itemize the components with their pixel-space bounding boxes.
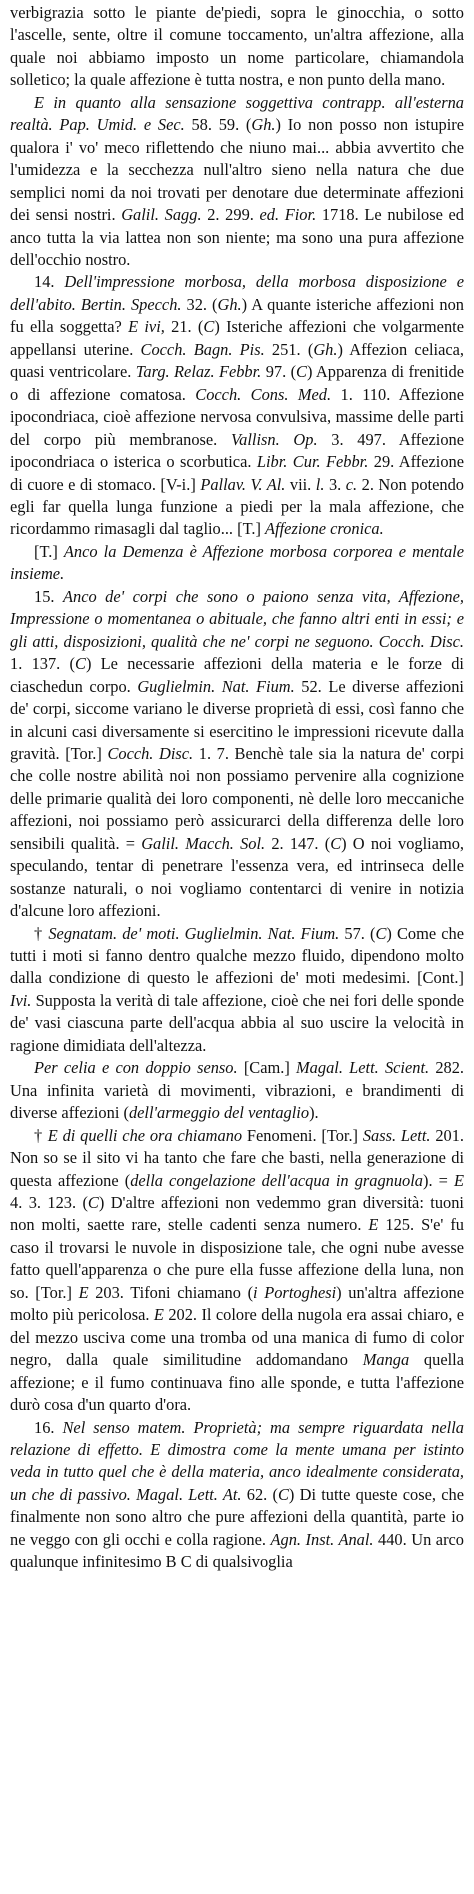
italic-run: Pallav. V. Al. xyxy=(200,474,286,494)
italic-run: Segnatam. de' moti. Guglielmin. Nat. Fium. xyxy=(48,923,340,943)
italic-run: C xyxy=(277,1484,289,1504)
text-run: ) Le necessarie affezioni della materia e le forze di ciaschedun corpo. xyxy=(10,654,464,696)
entry-paragraph xyxy=(10,1417,464,1574)
italic-run: Galil. Sagg. xyxy=(121,205,202,225)
text-run: † xyxy=(34,1125,48,1145)
italic-run: ed. Fior. xyxy=(259,205,317,225)
entry-paragraph xyxy=(10,1125,464,1417)
text-run: ) A quante isteriche affezioni non fu ella soggetta? xyxy=(10,294,464,337)
italic-run: Cocch. Disc. xyxy=(107,743,194,763)
text-run: † xyxy=(34,923,49,943)
text-run: Supposta la verità di tale affezione, cioè che nei fori delle sponde de' vasi ciascuna parte dell'acqua abbia al suo uscire la velocità in ragione dimidiata dell'altezza. xyxy=(10,990,464,1055)
italic-run: Sass. Lett. xyxy=(362,1125,431,1145)
text-run: 282. Una infinita varietà di movimenti, vibrazioni, e brandimenti di diverse affezioni ( xyxy=(10,1058,465,1123)
italic-run: E ivi, xyxy=(128,317,165,337)
italic-run: Galil. Macch. Sol. xyxy=(141,833,266,853)
text-run: ) Come che tutti i moti si fanno dentro qualche mezzo fluido, dipendono molto dalla condizione di questo le affezioni de' moti medesimi. [Cont.] xyxy=(10,923,465,988)
entry-paragraph xyxy=(10,2,464,92)
italic-run: Ivi. xyxy=(10,990,32,1010)
text-run: 201. Non so se il sito vi ha tanto che fare che basti, nella generazione di questa affezione ( xyxy=(10,1125,465,1190)
italic-run: Targ. Relaz. Febbr. xyxy=(135,362,262,382)
text-run: ) Isteriche affezioni che volgarmente appellansi uterine. xyxy=(10,317,464,359)
italic-run: Nel senso matem. Proprietà; ma sempre riguardata nella relazione di effetto. E dimostra come la mente umana per istinto veda in tutto quel che è della materia, anco idealmente considerata, un che di passivo. Magal. Lett. At. xyxy=(10,1417,464,1504)
text-run: Fenomeni. [Tor.] xyxy=(242,1125,363,1145)
entry-paragraph xyxy=(10,92,464,272)
italic-run: C xyxy=(87,1193,99,1213)
italic-run: Affezione cronica. xyxy=(265,519,384,539)
italic-run: Vallisn. Op. xyxy=(230,429,318,449)
italic-run: Per celia e con doppio senso. xyxy=(34,1058,238,1078)
italic-run: C xyxy=(203,317,215,337)
text-run: 62. ( xyxy=(241,1484,278,1504)
italic-run: Dell'impressione morbosa, della morbosa disposizione e dell'abito. Bertin. Specch. xyxy=(10,272,464,314)
text-run: 58. 59. ( xyxy=(184,115,252,135)
italic-run: della congelazione dell'acqua in gragnuola xyxy=(130,1170,423,1190)
italic-run: E xyxy=(153,1305,164,1325)
text-run: vii. xyxy=(285,474,316,494)
italic-run: Cocch. Bagn. Pis. xyxy=(140,339,265,359)
text-run: 2. 147. ( xyxy=(265,833,331,853)
text-run: 202. Il colore della nugola era assai chiaro, e del mezzo usciva come una tromba od una manica di fumo di color negro, dalla quale similitudine addomandano xyxy=(10,1305,464,1370)
text-run: 4. 3. 123. ( xyxy=(10,1193,88,1213)
text-run: 125. S'e' fu caso il trovarsi le nuvole in disposizione tale, che ogni nube avesse fatto quell'apparenza o che pure ella fusse affezione della luna, non so. [Tor.] xyxy=(10,1215,464,1302)
italic-run: C xyxy=(330,833,342,853)
italic-run: Manga xyxy=(362,1350,410,1370)
text-run: 21. ( xyxy=(164,317,204,337)
text-run: 16. xyxy=(34,1417,63,1437)
entry-paragraph xyxy=(10,1057,464,1124)
text-run: 29. Affezione di cuore e di stomaco. [V-i.] xyxy=(10,452,464,494)
italic-run: Guglielmin. Nat. Fium. xyxy=(137,676,295,696)
entry-paragraph xyxy=(10,541,464,586)
italic-run: E xyxy=(453,1170,464,1190)
text-run: 1718. Le nubilose ed anco tutta la via lattea non son niente; ma sono una pura affezione dell'occhio nostro. xyxy=(10,205,464,269)
italic-run: E in quanto alla sensazione soggettiva contrapp. all'esterna realtà. Pap. Umid. e Sec. xyxy=(10,92,464,135)
text-run: ) Di tutte queste cose, che finalmente non sono altro che pure affezioni della quantità, parte io ne veggo con gli occhi e colla ragione. xyxy=(10,1484,464,1549)
italic-run: E xyxy=(368,1215,379,1235)
text-run: ) Apparenza di frenitide o di affezione comatosa. xyxy=(10,362,464,404)
text-run: ) D'altre affezioni non vedemmo gran diversità: tuoni non molti, saette rare, stelle cadenti senza numero. xyxy=(10,1193,464,1235)
text-run: 203. Tifoni chiamano ( xyxy=(88,1282,254,1302)
text-run: ). = xyxy=(423,1170,454,1190)
entry-paragraph xyxy=(10,271,464,540)
italic-run: E xyxy=(78,1282,89,1302)
text-run: 2. Non potendo egli far quella lunga funzione a piedi per la mala affezione, che ricordammo rimasagli dal taglio... [T.] xyxy=(10,474,464,539)
text-run: verbigrazia sotto le piante de'piedi, sopra le ginocchia, o sotto l'ascelle, sente, oltre il comune toccamento, un'altra affezione, alla quale noi abbiamo imposto un nome particolare, chiamandola solletico; la quale affezione è tutta nostra, e non punto della mano. xyxy=(10,3,464,90)
text-run: 1. 7. Benchè tale sia la natura de' corpi che colle nostre abilità noi non possiamo pervenire alla cognizione delle primarie qualità dei loro componenti, nè delle loro meccaniche affezioni, noi possiamo però assicurarci della differenza delle loro sensibili qualità. = xyxy=(10,743,464,853)
text-run: 14. xyxy=(34,272,65,292)
text-run: ) O noi vogliamo, speculando, tentar di penetrare l'essenza vera, ed intrinseca delle sostanze naturali, o noi vogliamo contentarci di venire in notizia d'alcune loro affezioni. xyxy=(10,833,465,921)
text-run: 3. 497. Affezione ipocondriaca o isterica o scorbutica. xyxy=(10,429,464,472)
text-run: 3. xyxy=(324,474,346,494)
text-run: quella affezione; e il fumo continuava fino alle sponde, e tutta l'affezione durò cosa d'un quarto d'ora. xyxy=(10,1350,464,1415)
italic-run: Anco la Demenza è Affezione morbosa corporea e mentale insieme. xyxy=(10,541,464,584)
italic-run: Agn. Inst. Anal. xyxy=(270,1529,374,1549)
text-run: 32. ( xyxy=(181,294,218,314)
italic-run: C xyxy=(75,654,86,674)
text-run: 97. ( xyxy=(261,362,297,382)
entry-paragraph xyxy=(10,923,464,1058)
italic-run: E di quelli che ora chiamano xyxy=(47,1125,243,1145)
italic-run: Anco de' corpi che sono o paiono senza vita, Affezione, Impressione o momentanea o abituale, che fanno altri enti in essi; e gli atti, disposizioni, qualità che ne' corpi ne seguono. Cocch. Disc. xyxy=(10,586,464,651)
italic-run: Gh. xyxy=(217,294,242,314)
text-run: 52. Le diverse affezioni de' corpi, siccome variano le diverse proprietà di essi, così fanno che in alcuni casi diversamente si esercitino le impressioni ricevute dalla gravità. [Tor.] xyxy=(10,676,464,763)
italic-run: i Portoghesi xyxy=(253,1282,337,1302)
italic-run: Gh. xyxy=(313,339,338,359)
italic-run: C xyxy=(375,923,387,943)
italic-run: Cocch. Cons. Med. xyxy=(195,384,332,404)
text-run: [Cam.] xyxy=(237,1058,297,1078)
text-run: 251. ( xyxy=(264,339,314,359)
text-run: [T.] xyxy=(34,541,64,561)
text-run: ) un'altra affezione molto più pericolosa. xyxy=(10,1282,465,1325)
text-run: 1. 137. ( xyxy=(10,654,75,674)
text-run: ) Io non posso non istupire qualora i' vo' meco riflettendo che niuno mai... abbia avvertito che l'umidezza e la secchezza null'altro sieno nella natura che due semplici nomi da noi trovati per denotare due determinate affezioni dei sensi nostri. xyxy=(10,115,465,225)
text-run: 57. ( xyxy=(339,923,376,943)
text-run: 15. xyxy=(34,586,63,606)
italic-run: c. xyxy=(345,474,358,494)
italic-run: Magal. Lett. Scient. xyxy=(296,1058,430,1078)
italic-run: Libr. Cur. Febbr. xyxy=(256,452,369,472)
italic-run: dell'armeggio del ventaglio xyxy=(128,1103,310,1123)
text-run: ) Affezion celiaca, quasi ventricolare. xyxy=(10,339,464,382)
italic-run: Gh. xyxy=(251,115,276,135)
italic-run: l. xyxy=(315,474,325,494)
text-run: 1. 110. Affezione ipocondriaca, cioè affezione nervosa convulsiva, massime delle parti del corpo più membranose. xyxy=(10,384,465,449)
text-run: 440. Un arco qualunque infinitesimo B C di qualsivoglia xyxy=(10,1529,464,1572)
entry-paragraph xyxy=(10,586,464,923)
italic-run: C xyxy=(296,362,307,382)
text-run: ). xyxy=(309,1103,319,1123)
text-run: 2. 299. xyxy=(201,205,260,225)
